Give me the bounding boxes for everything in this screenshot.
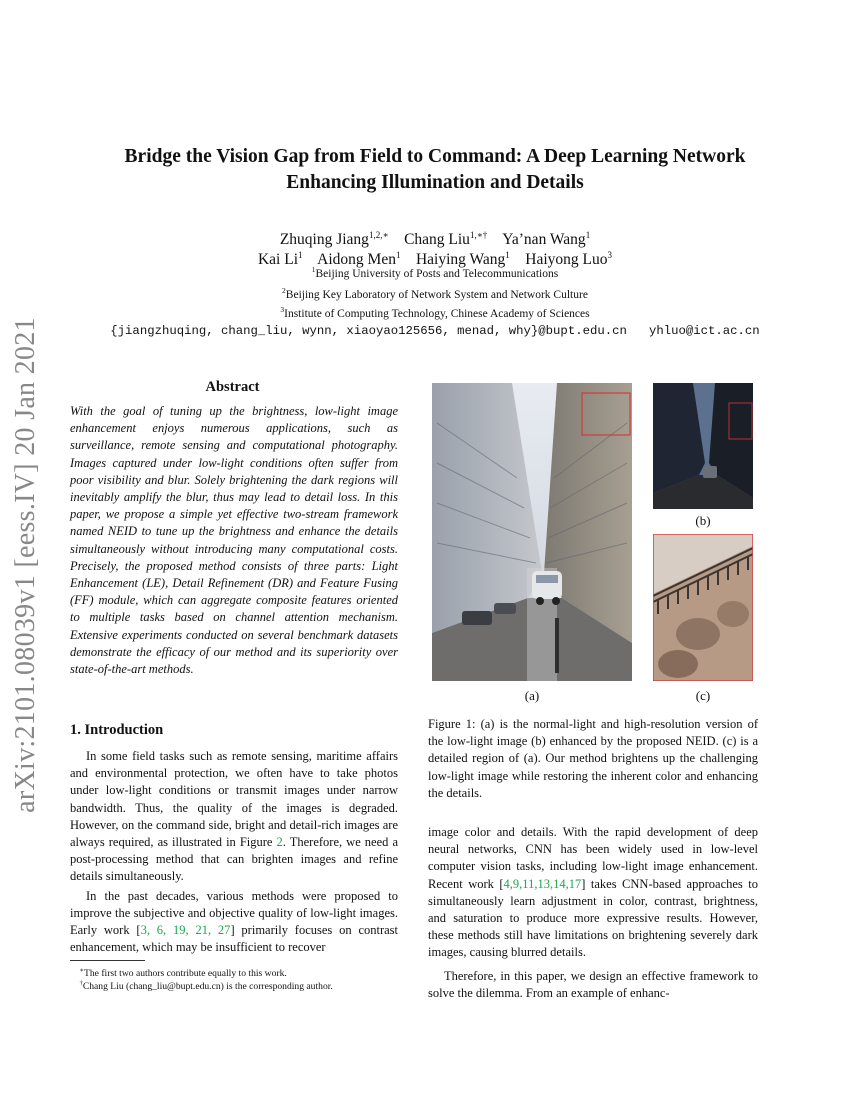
figure-image-a (432, 383, 632, 681)
author-name: Kai Li (257, 251, 299, 269)
footnote-rule (70, 960, 145, 961)
right-paragraph-1 (428, 824, 758, 962)
author-emails: {jiangzhuqing, chang_liu, wynn, xiaoyao125656, menad, why}@bupt.edu.cn yhluo@ict.ac.cn (110, 324, 760, 338)
author-name: Haiyong Luo (525, 251, 608, 269)
title-line-1: Bridge the Vision Gap from Field to Command: A Deep Learning Network (124, 146, 746, 167)
aff-sup: 1 (311, 265, 316, 274)
text-run: . Therefore, we need a post-processing method that can brighten images and refine details simultaneously. (70, 835, 398, 884)
low-light-photo-illustration (653, 383, 753, 509)
author-sup: 1 (585, 230, 591, 240)
right-paragraph-2: Therefore, in this paper, we design an effective framework to solve the dilemma. From an example of enhanc- (428, 968, 758, 1000)
text-run: ] primarily focuses on contrast enhancement, which may be insufficient to recover (70, 923, 399, 955)
right-column-body (428, 824, 758, 1002)
aff-text: Beijing Key Laboratory of Network System and Network Culture (285, 288, 588, 301)
figure-label-a: (a) (524, 688, 540, 703)
intro-paragraph-1 (70, 748, 398, 886)
abstract-heading: Abstract (205, 379, 260, 395)
affiliation-3 (70, 305, 800, 320)
intro-paragraph-2 (70, 888, 398, 957)
text-run: In the past decades, various methods were proposed to improve the subjective and objective quality of low-light images. Early work [ (70, 888, 398, 938)
intro-body (70, 748, 398, 956)
figure-caption (428, 716, 758, 802)
footnote-mark: † (79, 980, 83, 987)
citation-links[interactable]: 3, 6, 19, 21, 27 (140, 923, 231, 938)
aff-text: Institute of Computing Technology, Chinese Academy of Sciences (284, 307, 590, 320)
citation-links[interactable]: 4,9,11,13,14,17 (503, 876, 582, 891)
footnote-2 (70, 977, 400, 993)
caption-text: Figure 1: (a) is the normal-light and high-resolution version of the low-light image (b) enhanced by the proposed NEID. (c) is a detailed region of (a). Our method brightens up the challenging low-light image while restoring the inherent color and enhancing the details. (428, 717, 758, 800)
footnote-text: The first two authors contribute equally to this work. (84, 968, 287, 980)
figure-image-c (653, 534, 753, 681)
arxiv-stamp (6, 300, 46, 830)
author-sup: 3 (607, 250, 613, 260)
author-name: Haiying Wang (415, 251, 506, 269)
title-line-2: Enhancing Illumination and Details (286, 172, 584, 193)
figure-reference-link[interactable]: 2 (276, 835, 283, 850)
author-name: Aidong Men (317, 251, 396, 269)
street-photo-illustration (432, 383, 632, 681)
aff-text: Beijing University of Posts and Telecommunications (315, 267, 559, 280)
section-heading-introduction: 1. Introduction (70, 722, 164, 738)
abstract-text: With the goal of tuning up the brightness, low-light image enhancement enjoys numerous applications, such as surveillance, remote sensing and computational photography. Images captured under low-light conditions often suffer from poor visibility and blur. Solely brightening the dark regions will inevitably amplify the blur, thus may lead to detail loss. In this paper, we propose a simple yet effective two-stream framework named NEID to tune up the brightness and enhance the details simultaneously without introducing many computational costs. Precisely, the proposed method consists of three parts: Light Enhancement (LE), Detail Refinement (DR) and Feature Fusing (FF) module, which can aggregate composite features oriented to multiple tasks based on channel attention mechanism. Extensive experiments conducted on several benchmark datasets demonstrate the efficacy of our method and its superiority over state-of-the-art methods. (70, 404, 398, 677)
figure-label-b: (b) (695, 513, 711, 528)
author-sup: 1 (395, 250, 401, 260)
author-sup: 1,2,∗ (368, 230, 389, 240)
figure-image-b (653, 383, 753, 509)
footnote-text: Chang Liu (chang_liu@bupt.edu.cn) is the corresponding author. (82, 981, 333, 993)
aff-sup: 2 (282, 286, 286, 295)
author-sup: 1,∗† (469, 230, 488, 240)
aff-sup: 3 (280, 305, 285, 314)
author-sup: 1 (298, 250, 303, 260)
paper-title (70, 144, 800, 196)
footnote-mark: ∗ (79, 967, 85, 974)
author-sup: 1 (505, 250, 510, 260)
figure-label-c: (c) (695, 688, 711, 703)
arxiv-id: arXiv:2101.08039v1 [eess.IV] 20 Jan 2021 (10, 317, 41, 813)
author-name: Zhuqing Jiang (279, 231, 369, 249)
author-name: Chang Liu (404, 231, 470, 249)
text-run: ] takes CNN-based approaches to simultaneously learn adjustment in color, contrast, brightness, and saturation to produce more expressive results. However, these methods still have limitations on brightening severely dark images, causing blurred details. (428, 876, 758, 960)
text-run: image color and details. With the rapid development of deep neural networks, CNN has been widely used in low-level computer vision tasks, including low-light image enhancement. Recent work [ (428, 825, 758, 891)
detail-crop-illustration (653, 534, 753, 681)
affiliation-2 (70, 286, 800, 301)
affiliation-1 (70, 265, 800, 280)
text-run: In some field tasks such as remote sensing, maritime affairs and environmental protection, we often have to take photos under low-light conditions or transmit images under narrow bandwidth. Thus, the quality of the images is degraded. However, on the command side, bright and detail-rich images are always required, as illustrated in Figure (70, 749, 398, 850)
author-name: Ya’nan Wang (502, 231, 586, 249)
